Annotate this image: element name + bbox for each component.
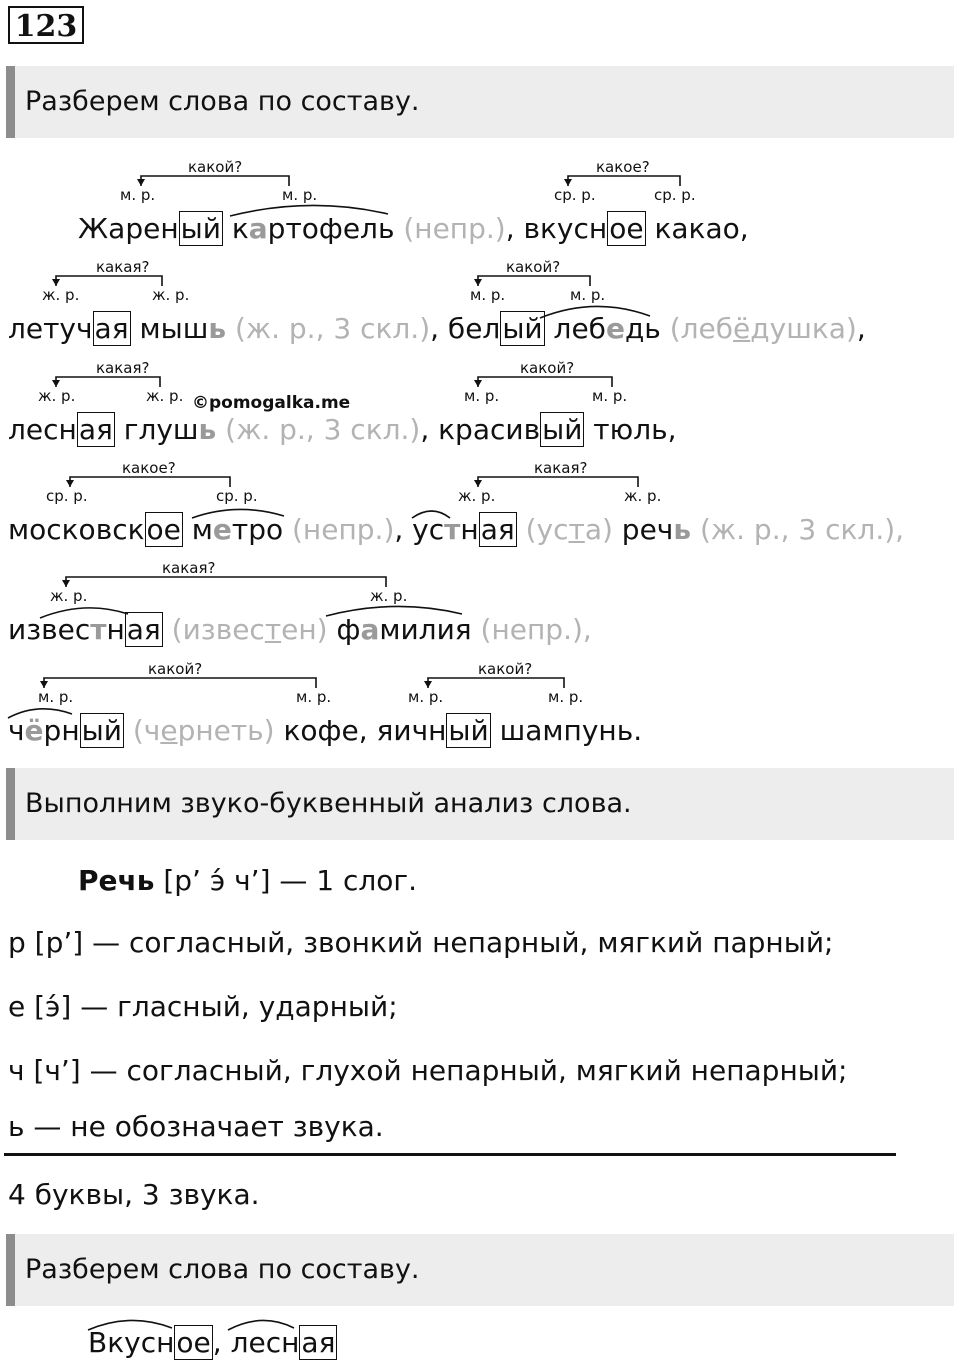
question-arrow-6 — [478, 377, 612, 387]
gender-label: ср. р. — [654, 186, 696, 204]
question-label: какое? — [596, 158, 650, 176]
gender-label: м. р. — [120, 186, 156, 204]
gender-label: ж. р. — [458, 487, 496, 505]
gender-label: м. р. — [282, 186, 318, 204]
question-label: какой? — [520, 359, 575, 377]
phonetic-line: ч [ч’] — согласный, глухой непарный, мягкий непарный; — [8, 1054, 848, 1087]
watermark: ©pomogalka.me — [192, 393, 351, 413]
gender-label: м. р. — [592, 387, 628, 405]
phrase-row-5: известная (известен) фамилия (непр.), — [8, 613, 592, 646]
question-arrow-2 — [568, 176, 680, 186]
question-arrow-7 — [70, 477, 230, 487]
ending-box: ое — [609, 212, 644, 245]
ending-box: ая — [301, 1326, 336, 1359]
gender-label: м. р. — [548, 688, 584, 706]
gender-label: м. р. — [296, 688, 332, 706]
gender-label: м. р. — [470, 286, 506, 304]
question-arrow-3 — [56, 276, 162, 286]
phrase-row-3: лесная глушь (ж. р., 3 скл.), красивый тюль, — [8, 413, 677, 446]
gender-label: ж. р. — [152, 286, 190, 304]
section-banner-3: Разберем слова по составу. — [6, 1234, 954, 1306]
phrase-row-4: московское метро (непр.), устная (уста) речь (ж. р., 3 скл.), — [8, 513, 905, 546]
question-label: какая? — [534, 459, 588, 477]
gender-label: ж. р. — [370, 587, 408, 605]
question-arrow-1 — [141, 176, 289, 186]
question-label: какая? — [96, 258, 150, 276]
divider — [4, 1153, 896, 1156]
section-banner-2: Выполним звуко-буквенный анализ слова. — [6, 768, 954, 840]
phonetic-summary: 4 буквы, 3 звука. — [8, 1178, 260, 1211]
gender-label: ср. р. — [216, 487, 258, 505]
analyzed-word: Речь — [78, 864, 155, 897]
stressed-vowel: а — [248, 212, 268, 245]
question-arrow-4 — [478, 276, 590, 286]
phonetic-line: ь — не обозначает звука. — [8, 1110, 384, 1143]
gender-label: ср. р. — [46, 487, 88, 505]
question-arrow-9 — [66, 577, 386, 587]
ending-box: ый — [502, 312, 543, 345]
phrase-row-1: Жареный картофель (непр.), вкусное какао, — [78, 212, 749, 245]
ending-box: ая — [480, 513, 515, 546]
phrase-row-2: летучая мышь (ж. р., 3 скл.), белый лебедь (лебёдушка), — [8, 312, 866, 345]
question-arrow-11 — [428, 678, 564, 688]
question-label: какая? — [96, 359, 150, 377]
task-number: 123 — [8, 6, 84, 44]
question-label: какой? — [188, 158, 243, 176]
question-label: какой? — [478, 660, 533, 678]
ending-box: ая — [78, 413, 113, 446]
gender-label: м. р. — [38, 688, 74, 706]
gender-label: ж. р. — [50, 587, 88, 605]
ending-box: ый — [81, 714, 122, 747]
ending-box: ое — [176, 1326, 211, 1359]
ending-box: ое — [146, 513, 181, 546]
gender-label: ж. р. — [42, 286, 80, 304]
ending-box: ый — [448, 714, 489, 747]
phonetic-line: р [р’] — согласный, звонкий непарный, мягкий парный; — [8, 926, 834, 959]
question-label: какое? — [122, 459, 176, 477]
gender-label: м. р. — [464, 387, 500, 405]
question-label: какой? — [506, 258, 561, 276]
question-label: какая? — [162, 559, 216, 577]
phonetic-header: Речь [р’ э́ ч’] — 1 слог. — [78, 864, 418, 897]
gender-label: ж. р. — [38, 387, 76, 405]
phrase-row-6: чёрный (чернеть) кофе, яичный шампунь. — [8, 714, 643, 747]
ending-box: ый — [542, 413, 583, 446]
question-arrow-8 — [478, 477, 638, 487]
ending-box: ая — [126, 613, 161, 646]
phrase-row-last: Вкусное, лесная — [88, 1326, 336, 1359]
gender-label: ж. р. — [624, 487, 662, 505]
ending-box: ый — [180, 212, 221, 245]
question-arrow-5 — [56, 377, 160, 387]
gender-label: м. р. — [408, 688, 444, 706]
section-banner-1: Разберем слова по составу. — [6, 66, 954, 138]
question-arrow-10 — [44, 678, 316, 688]
gender-label: м. р. — [570, 286, 606, 304]
phonetic-line: е [э́] — гласный, ударный; — [8, 990, 398, 1023]
gender-label: ср. р. — [554, 186, 596, 204]
gender-label: ж. р. — [146, 387, 184, 405]
ending-box: ая — [94, 312, 129, 345]
question-label: какой? — [148, 660, 203, 678]
